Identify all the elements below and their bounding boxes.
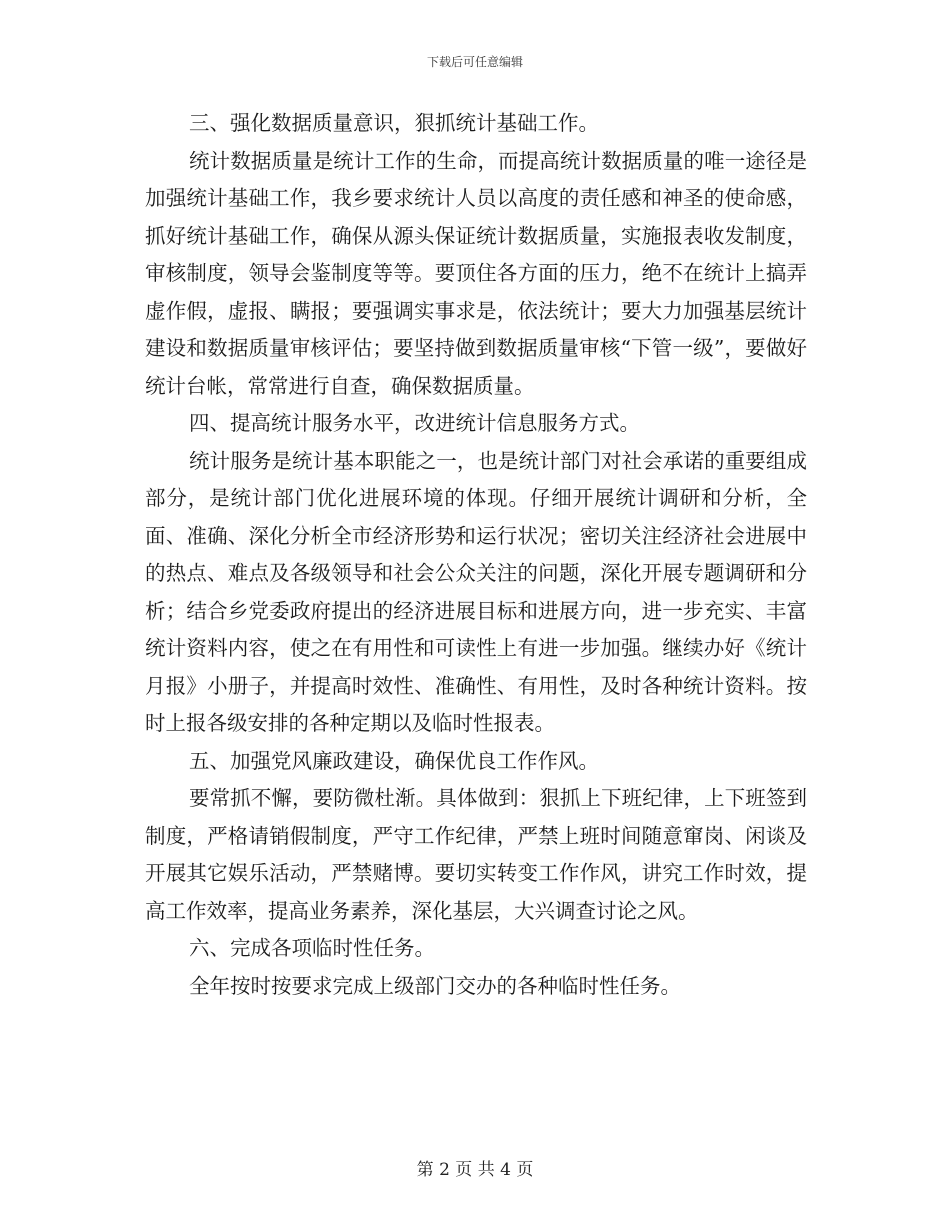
paragraph-data-quality: 统计数据质量是统计工作的生命，而提高统计数据质量的唯一途径是加强统计基础工作，我乡要求统计人员以高度的责任感和神圣的使命感，抓好统计基础工作，确保从源头保证统计数据质量，实施报表收发制度，审核制度，领导会鉴制度等等。要顶住各方面的压力，绝不在统计上搞弄虚作假，虚报、瞒报；要强调实事求是，依法统计；要大力加强基层统计建设和数据质量审核评估；要坚持做到数据质量审核“下管一级”，要做好统计台帐，常常进行自查，确保数据质量。 bbox=[145, 148, 807, 398]
page-header: 下载后可任意编辑 bbox=[426, 55, 523, 69]
section-heading-6: 六、完成各项临时性任务。 bbox=[189, 936, 435, 960]
paragraph-statistical-service: 统计服务是统计基本职能之一，也是统计部门对社会承诺的重要组成部分，是统计部门优化进展环境的体现。仔细开展统计调研和分析，全面、准确、深化分析全市经济形势和运行状况；密切关注经济社会进展中的热点、难点及各级领导和社会公众关注的问题，深化开展专题调研和分析；结合乡党委政府提出的经济进展目标和进展方向，进一步充实、丰富统计资料内容，使之在有用性和可读性上有进一步加强。继续办好《统计月报》小册子，并提高时效性、准确性、有用性，及时各种统计资料。按时上报各级安排的各种定期以及临时性报表。 bbox=[145, 448, 807, 735]
paragraph-work-style: 要常抓不懈，要防微杜渐。具体做到：狠抓上下班纪律，上下班签到制度，严格请销假制度，严守工作纪律，严禁上班时间随意窜岗、闲谈及开展其它娱乐活动，严禁赌博。要切实转变工作作风，讲究工作时效，提高工作效率，提高业务素养，深化基层，大兴调查讨论之风。 bbox=[145, 786, 807, 923]
paragraph-temporary-tasks: 全年按时按要求完成上级部门交办的各种临时性任务。 bbox=[189, 973, 681, 998]
section-heading-5: 五、加强党风廉政建设，确保优良工作作风。 bbox=[189, 748, 599, 773]
section-heading-3: 三、强化数据质量意识，狠抓统计基础工作。 bbox=[189, 111, 599, 135]
section-heading-4: 四、提高统计服务水平，改进统计信息服务方式。 bbox=[189, 411, 640, 435]
document-body bbox=[145, 105, 807, 1005]
page-number-footer: 第 2 页 共 4 页 bbox=[416, 1160, 534, 1180]
